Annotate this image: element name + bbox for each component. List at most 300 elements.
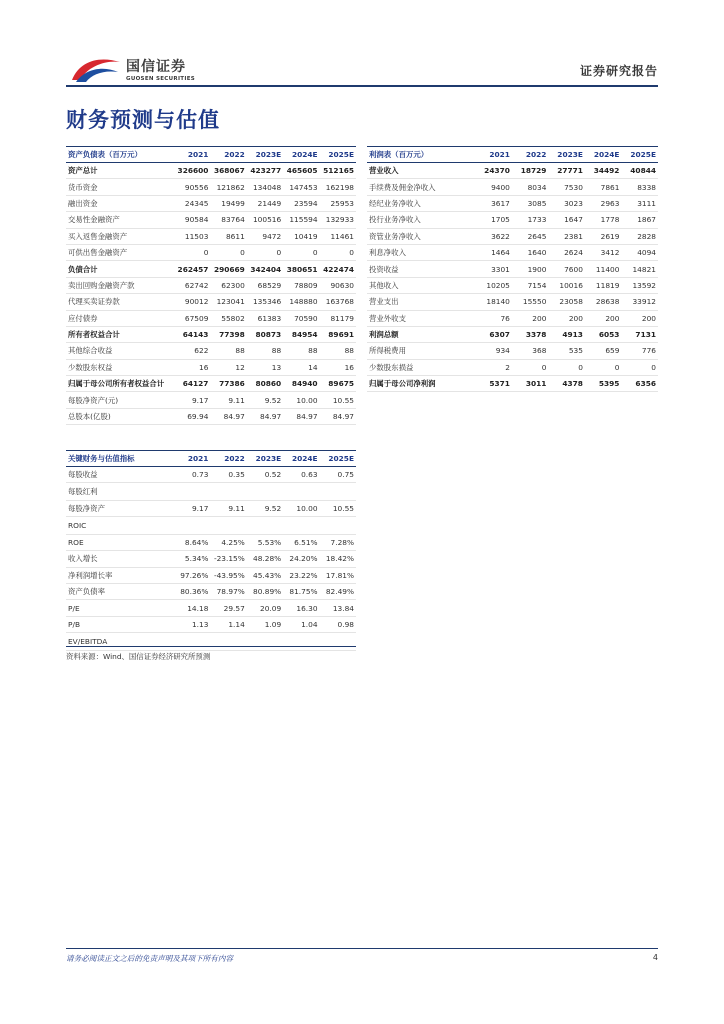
row-value: -43.95% <box>213 570 245 580</box>
row-label: 投资收益 <box>369 264 399 274</box>
row-value: 2 <box>505 362 510 372</box>
row-value: 25953 <box>330 198 354 208</box>
row-value: 200 <box>532 313 547 323</box>
table-row <box>367 294 658 310</box>
row-label: 净利润增长率 <box>68 570 113 580</box>
table-row <box>66 376 356 392</box>
row-value: 8034 <box>527 182 547 192</box>
row-value: 100516 <box>252 215 282 225</box>
year-header: 2023E <box>255 150 282 159</box>
row-value: 9.11 <box>228 395 245 405</box>
row-value: 7861 <box>600 182 620 192</box>
table-row <box>66 294 356 310</box>
year-header: 2025E <box>328 150 354 159</box>
row-value: 6307 <box>489 330 510 340</box>
row-value: 14821 <box>632 264 656 274</box>
row-value: 88 <box>271 346 282 356</box>
report-type-label: 证券研究报告 <box>579 64 658 78</box>
row-value: 80873 <box>255 330 282 340</box>
row-value: 1900 <box>527 264 547 274</box>
row-label: 营业支出 <box>369 297 399 307</box>
row-value: 3412 <box>600 248 620 258</box>
year-header: 2022 <box>224 454 245 463</box>
row-label: 归属于母公司所有者权益合计 <box>68 379 165 389</box>
row-label: 经纪业务净收入 <box>369 198 421 208</box>
row-value: 380651 <box>286 264 318 274</box>
table-row <box>367 195 658 211</box>
row-value: 0 <box>203 248 209 258</box>
section-title: 财务预测与估值 <box>66 108 220 132</box>
row-value: 200 <box>568 313 583 323</box>
row-value: 121862 <box>216 182 245 192</box>
row-value: 934 <box>495 346 510 356</box>
row-value: 1.14 <box>228 619 245 629</box>
row-value: 1705 <box>491 215 510 225</box>
row-value: 67509 <box>184 313 209 323</box>
table-row <box>66 212 356 228</box>
row-value <box>247 483 283 501</box>
row-value: 69.94 <box>187 412 209 422</box>
row-value: 14 <box>308 362 318 372</box>
table-row <box>66 616 356 632</box>
row-value: 3378 <box>525 330 547 340</box>
row-value: 2645 <box>527 231 547 241</box>
table-row <box>66 467 356 483</box>
row-label: 每股净资产(元) <box>68 395 119 405</box>
row-value <box>283 483 319 501</box>
row-value: 64143 <box>182 330 209 340</box>
row-value: 13592 <box>632 280 656 290</box>
row-label: 总股本(亿股) <box>68 412 111 422</box>
table-row <box>66 343 356 359</box>
row-value: 13.84 <box>332 603 354 613</box>
row-value: 90556 <box>184 182 209 192</box>
year-header: 2022 <box>224 150 245 159</box>
row-value: 2963 <box>600 198 620 208</box>
row-value: 84940 <box>291 379 318 389</box>
table-row <box>66 500 356 516</box>
row-value: 24370 <box>484 166 510 176</box>
row-value: 0 <box>614 362 620 372</box>
row-value: 0 <box>541 362 547 372</box>
row-label: 买入返售金融资产 <box>68 231 128 241</box>
row-value: 29.57 <box>223 603 245 613</box>
year-header: 2024E <box>291 150 318 159</box>
row-value: 115594 <box>289 215 318 225</box>
row-value: 123041 <box>216 297 245 307</box>
row-value: 1647 <box>564 215 583 225</box>
row-label: 利润总额 <box>369 330 399 340</box>
row-value: 290669 <box>213 264 245 274</box>
row-value: 9472 <box>262 231 282 241</box>
table-header-row <box>66 451 356 467</box>
row-label: 所得税费用 <box>369 346 406 356</box>
row-value: 148880 <box>289 297 318 307</box>
row-label: 卖出回购金融资产款 <box>68 280 135 290</box>
row-value: 9400 <box>491 182 510 192</box>
row-value: 11400 <box>595 264 620 274</box>
year-header: 2023E <box>557 150 583 159</box>
row-value: 83764 <box>221 215 245 225</box>
row-value: 342404 <box>250 264 282 274</box>
row-label: 少数股东损益 <box>369 362 414 372</box>
row-value: 162198 <box>325 182 354 192</box>
row-value: 6.51% <box>294 537 318 547</box>
row-value: 33912 <box>632 297 656 307</box>
row-value: 200 <box>641 313 656 323</box>
row-value: 64127 <box>182 379 209 389</box>
row-value: 70590 <box>294 313 318 323</box>
guosen-logo <box>66 50 216 84</box>
table-row <box>66 179 356 195</box>
row-label: EV/EBITDA <box>68 636 108 646</box>
row-value: 7131 <box>635 330 656 340</box>
row-value <box>210 517 246 535</box>
year-header: 2024E <box>291 454 318 463</box>
row-label: 营业收入 <box>369 166 399 176</box>
row-value: 2828 <box>637 231 656 241</box>
table-row <box>66 326 356 342</box>
row-value: 10.55 <box>332 504 354 514</box>
row-value <box>320 483 356 501</box>
row-label: 手续费及佣金净收入 <box>369 182 436 192</box>
row-label: ROE <box>68 537 84 547</box>
row-label: 货币资金 <box>68 182 98 192</box>
row-value: 23058 <box>559 297 583 307</box>
row-value: 7154 <box>527 280 547 290</box>
row-value: 4.25% <box>221 537 245 547</box>
row-label: 其他综合收益 <box>68 346 113 356</box>
row-label: 负债合计 <box>68 264 98 274</box>
row-value: 147453 <box>289 182 318 192</box>
table-row <box>66 392 356 408</box>
row-value: 82.49% <box>325 587 354 597</box>
row-value: 0 <box>240 248 245 258</box>
balance-sheet-title: 资产负债表（百万元） <box>68 150 142 159</box>
table-row <box>66 583 356 599</box>
row-value: 90630 <box>330 280 354 290</box>
table-row <box>367 179 658 195</box>
row-value: 80.89% <box>253 587 282 597</box>
row-value: 0.75 <box>337 470 354 480</box>
row-label: 资产总计 <box>68 166 98 176</box>
row-label: 融出资金 <box>68 198 98 208</box>
row-value: 18729 <box>520 166 547 176</box>
table-row <box>367 277 658 293</box>
row-value: 88 <box>235 346 245 356</box>
row-value: 465605 <box>286 166 318 176</box>
table-row <box>66 244 356 260</box>
row-label: 代理买卖证券款 <box>68 297 120 307</box>
row-value: 84.97 <box>260 412 282 422</box>
row-value: 2624 <box>564 248 583 258</box>
row-value: 1640 <box>527 248 547 258</box>
row-value: 1.13 <box>191 619 209 629</box>
row-value: 76 <box>500 313 510 323</box>
row-value: 3301 <box>491 264 510 274</box>
year-header: 2022 <box>525 150 547 159</box>
row-value: 81179 <box>330 313 354 323</box>
row-label: 归属于母公司净利润 <box>369 379 436 389</box>
row-value: 4094 <box>637 248 656 258</box>
balance-sheet-table <box>66 146 356 425</box>
row-value: 97.26% <box>180 570 209 580</box>
page-header <box>66 44 658 84</box>
row-value: 7.28% <box>330 537 354 547</box>
row-value: 14.18 <box>187 603 209 613</box>
row-value: 62300 <box>221 280 245 290</box>
year-header: 2021 <box>187 454 209 463</box>
row-value: 5.53% <box>257 537 282 547</box>
row-value: 776 <box>641 346 656 356</box>
footer-divider <box>66 948 658 949</box>
row-label: 每股红利 <box>68 487 98 497</box>
row-value: 8.64% <box>184 537 209 547</box>
row-label: 资管业务净收入 <box>369 231 421 241</box>
row-value: 1733 <box>527 215 547 225</box>
table-row <box>66 163 356 179</box>
row-value: 81.75% <box>289 587 318 597</box>
row-value: 10.00 <box>296 504 318 514</box>
row-value: 16 <box>344 362 354 372</box>
row-value: 20.09 <box>260 603 282 613</box>
row-value <box>283 517 319 535</box>
table-row <box>367 212 658 228</box>
row-value: 90012 <box>184 297 209 307</box>
logo-english-name: GUOSEN SECURITIES <box>126 76 196 82</box>
row-value: 16 <box>199 362 209 372</box>
row-value: 0.52 <box>264 470 282 480</box>
year-header: 2023E <box>255 454 282 463</box>
table-row <box>66 551 356 567</box>
row-value: 135346 <box>252 297 282 307</box>
row-value: 10.00 <box>296 395 318 405</box>
row-value: 5395 <box>598 379 620 389</box>
row-value: 0 <box>651 362 656 372</box>
row-value: 89675 <box>328 379 354 389</box>
row-value: 10.55 <box>332 395 354 405</box>
row-value: 3011 <box>525 379 547 389</box>
header-divider <box>66 85 658 87</box>
row-label: ROIC <box>68 521 87 531</box>
row-value: 326600 <box>177 166 209 176</box>
row-value: 7530 <box>564 182 583 192</box>
table-row <box>367 326 658 342</box>
row-value: 45.43% <box>253 570 282 580</box>
row-value: 512165 <box>323 166 354 176</box>
row-value: 0.73 <box>191 470 209 480</box>
row-value: 78.97% <box>216 587 245 597</box>
table-row <box>66 261 356 277</box>
row-value: 17.81% <box>325 570 354 580</box>
row-value: 9.17 <box>191 504 209 514</box>
row-value: 9.11 <box>228 504 245 514</box>
row-value: 16.30 <box>296 603 318 613</box>
row-value: 3023 <box>564 198 583 208</box>
table-row <box>66 600 356 616</box>
row-value: 1867 <box>637 215 656 225</box>
row-value <box>320 517 356 535</box>
row-value: 19499 <box>221 198 245 208</box>
row-value: 13 <box>271 362 282 372</box>
table-row <box>367 261 658 277</box>
row-value: 0.98 <box>337 619 354 629</box>
table-row <box>66 195 356 211</box>
row-value: 0 <box>349 248 354 258</box>
table-row <box>66 408 356 424</box>
table-header-row <box>367 147 658 163</box>
balance-sheet-body <box>66 163 356 425</box>
row-label: 应付债券 <box>68 313 98 323</box>
row-label: 投行业务净收入 <box>369 215 421 225</box>
row-value: 134048 <box>252 182 282 192</box>
row-value: 368 <box>532 346 547 356</box>
row-value: 1464 <box>491 248 510 258</box>
row-label: 营业外收支 <box>369 313 406 323</box>
year-header: 2025E <box>630 150 656 159</box>
row-value: 2381 <box>564 231 583 241</box>
row-value: 55802 <box>221 313 245 323</box>
row-label: 资产负债率 <box>68 587 105 597</box>
row-value: 422474 <box>323 264 354 274</box>
data-source-note: 资料来源：Wind、国信证券经济研究所预测 <box>66 646 356 662</box>
row-value: 622 <box>194 346 209 356</box>
row-label: 可供出售金融资产 <box>68 248 128 258</box>
row-value: 11819 <box>595 280 620 290</box>
table-row <box>367 228 658 244</box>
row-value: 15550 <box>522 297 547 307</box>
row-value: 24345 <box>184 198 209 208</box>
row-value: 3085 <box>527 198 547 208</box>
page-number: 4 <box>652 953 658 962</box>
row-value: 9.52 <box>264 504 282 514</box>
row-value: 12 <box>235 362 245 372</box>
table-row <box>367 163 658 179</box>
key-metrics-table <box>66 450 356 651</box>
table-row <box>66 228 356 244</box>
table-row <box>367 310 658 326</box>
key-metrics-body <box>66 467 356 651</box>
row-value: 18.42% <box>325 554 354 564</box>
row-value <box>174 517 210 535</box>
row-value: 23.22% <box>289 570 318 580</box>
row-value: 77398 <box>219 330 245 340</box>
row-value: 6356 <box>635 379 656 389</box>
table-row <box>66 517 356 535</box>
row-value: 2619 <box>600 231 620 241</box>
row-value: 90584 <box>184 215 209 225</box>
key-metrics-title: 关键财务与估值指标 <box>68 454 135 463</box>
table-row <box>367 343 658 359</box>
row-value <box>174 483 210 501</box>
year-header: 2021 <box>489 150 510 159</box>
row-value: 84.97 <box>296 412 318 422</box>
row-value: 423277 <box>250 166 282 176</box>
row-value: 21449 <box>257 198 282 208</box>
row-value: 88 <box>308 346 318 356</box>
year-header: 2025E <box>328 454 354 463</box>
row-value: 5.34% <box>184 554 209 564</box>
row-label: 其他收入 <box>369 280 399 290</box>
row-value: 0 <box>312 248 318 258</box>
row-value: 4913 <box>562 330 583 340</box>
table-row <box>66 310 356 326</box>
row-value: 1.09 <box>264 619 282 629</box>
row-value: 132933 <box>325 215 354 225</box>
row-value: 34492 <box>593 166 620 176</box>
row-label: 每股收益 <box>68 470 98 480</box>
table-row <box>367 376 658 392</box>
row-value: 3622 <box>491 231 510 241</box>
table-row <box>66 567 356 583</box>
row-value: 0.63 <box>301 470 318 480</box>
row-value: 10016 <box>559 280 583 290</box>
row-value: 0.35 <box>228 470 245 480</box>
guosen-logo-icon <box>70 54 122 84</box>
row-label: 少数股东权益 <box>68 362 113 372</box>
table-row <box>367 359 658 375</box>
table-header-row <box>66 147 356 163</box>
income-statement-table <box>367 146 658 392</box>
row-value: 10205 <box>486 280 510 290</box>
row-value: 3617 <box>491 198 510 208</box>
row-value: 80.36% <box>180 587 209 597</box>
row-value: 0 <box>276 248 282 258</box>
row-value: 10419 <box>294 231 318 241</box>
table-row <box>66 534 356 550</box>
row-value: 163768 <box>325 297 354 307</box>
row-label: 交易性金融资产 <box>68 215 120 225</box>
row-value: 200 <box>605 313 620 323</box>
row-value: 11503 <box>184 231 209 241</box>
row-value: 9.52 <box>264 395 282 405</box>
row-value: 68529 <box>257 280 282 290</box>
row-value: 659 <box>605 346 620 356</box>
row-label: 每股净资产 <box>68 504 105 514</box>
row-value: 7600 <box>564 264 583 274</box>
row-value: 0 <box>578 362 583 372</box>
row-value: 84.97 <box>332 412 354 422</box>
row-value: 18140 <box>486 297 510 307</box>
table-row <box>66 359 356 375</box>
row-value: 1.04 <box>301 619 318 629</box>
row-value: -23.15% <box>213 554 245 564</box>
row-value: 78809 <box>294 280 318 290</box>
row-value <box>247 517 283 535</box>
row-value: 27771 <box>557 166 583 176</box>
row-value: 28638 <box>595 297 620 307</box>
row-value: 62742 <box>184 280 209 290</box>
year-header: 2021 <box>187 150 209 159</box>
row-value: 77386 <box>219 379 245 389</box>
row-value: 80860 <box>255 379 282 389</box>
row-value: 61383 <box>257 313 282 323</box>
disclaimer-link[interactable]: 请务必阅读正文之后的免责声明及其项下所有内容 <box>66 954 234 963</box>
row-value: 84.97 <box>223 412 245 422</box>
row-label: P/E <box>68 603 80 613</box>
row-label: P/B <box>68 619 81 629</box>
row-value: 5371 <box>489 379 510 389</box>
row-value: 4378 <box>562 379 583 389</box>
row-value: 84954 <box>291 330 318 340</box>
row-value: 11461 <box>330 231 354 241</box>
row-value: 368067 <box>213 166 245 176</box>
table-row <box>367 244 658 260</box>
row-value: 88 <box>344 346 354 356</box>
row-label: 所有者权益合计 <box>68 330 120 340</box>
row-value: 3111 <box>637 198 656 208</box>
row-value: 8611 <box>225 231 245 241</box>
